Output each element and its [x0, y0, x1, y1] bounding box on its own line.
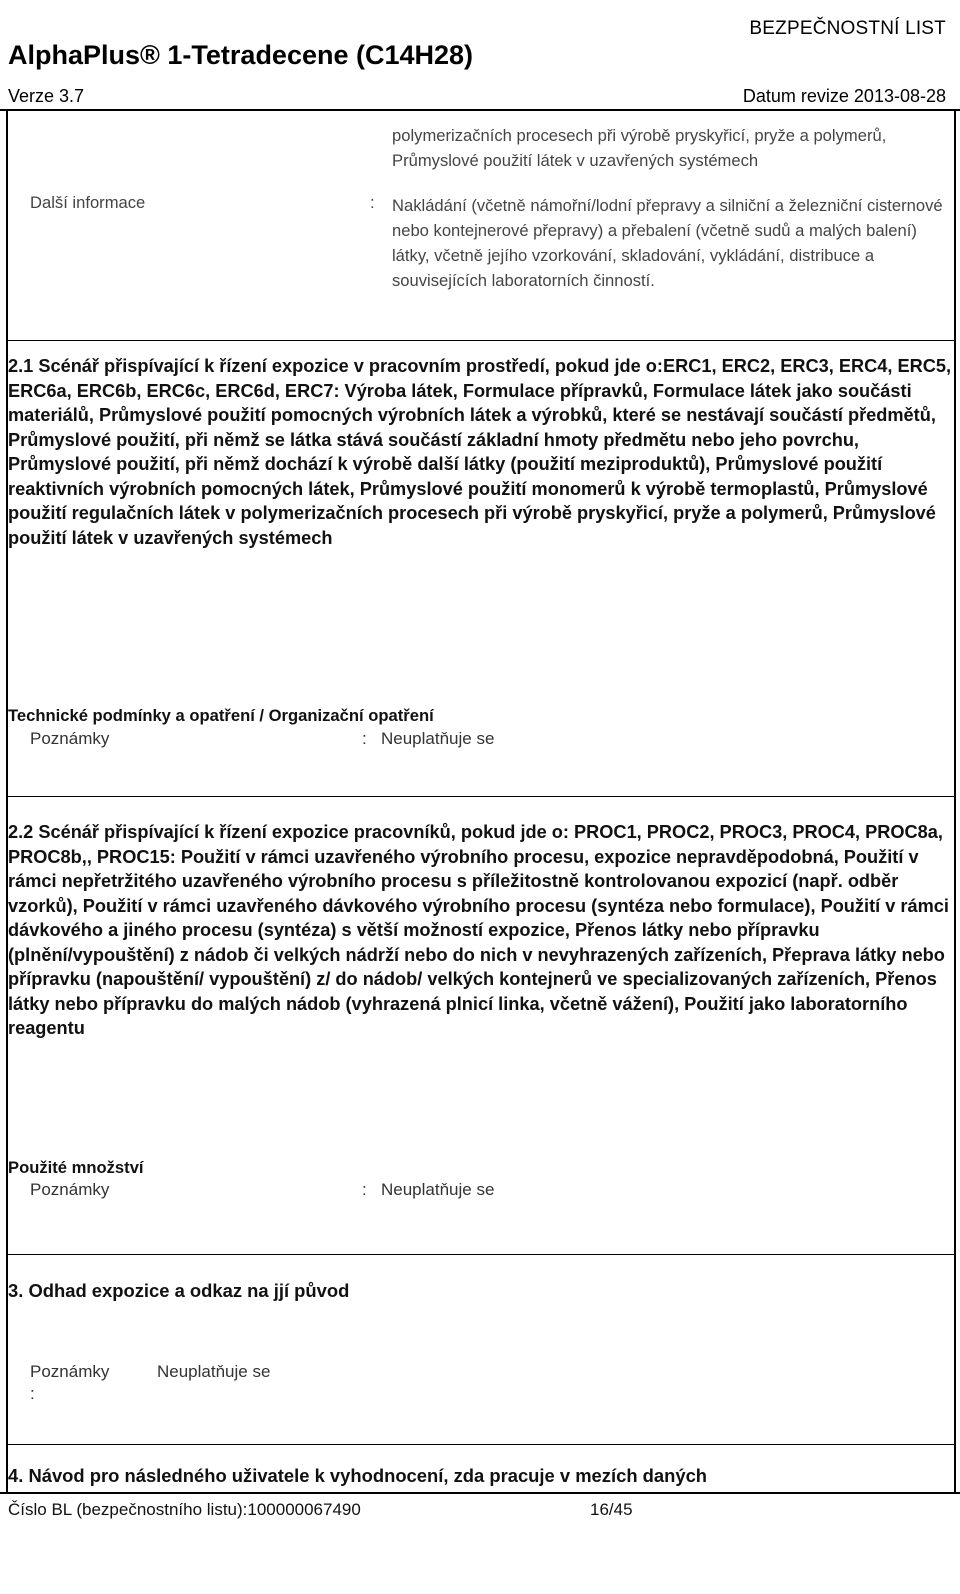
further-info-colon: : — [370, 193, 375, 212]
section-2-2-notes-colon: : — [362, 1180, 367, 1199]
sds-number: Číslo BL (bezpečnostního listu):100000067490 — [8, 1500, 361, 1519]
section-4-heading: 4. Návod pro následného uživatele k vyhodnocení, zda pracuje v mezích daných — [8, 1465, 708, 1486]
section-3-notes-value: Neuplatňuje se — [157, 1362, 271, 1381]
footer-divider — [0, 1492, 960, 1494]
section-2-2-notes-label: Poznámky — [30, 1180, 110, 1199]
page-number: 16/45 — [590, 1500, 633, 1519]
further-info-value: Nakládání (včetně námořní/lodní přepravy a silniční a železniční cisternové nebo kontejnerové přepravy) a přebalení (včetně sudů a malých balení) látky, včetně jejího vzorkování, skladování, vykládání, distribuce a souvisejících laboratorních činností. — [392, 196, 943, 290]
section-2-1-notes-label: Poznámky — [30, 729, 110, 748]
section-2-1-heading: 2.1 Scénář přispívající k řízení expozice v pracovním prostředí, pokud jde o:ERC1, ERC2, ERC3, ERC4, ERC5, ERC6a, ERC6b, ERC6c, ERC6d, ERC7: Výroba látek, Formulace přípravků, Formulace látek jako součásti materiálů, Průmyslové použití pomocných výrobních látek a výrobků, které se nestávají součástí předmětů, Průmyslové použití, při němž se látka stává součástí základní hmoty předmětu nebo jeho povrchu, Průmyslové použití, při němž dochází k výrobě další látky (použití meziproduktů), Průmyslové použití reaktivních výrobních pomocných látek, Průmyslové použití monomerů k výrobě termoplastů, Průmyslové použití regulačních látek v polymerizačních procesech při výrobě pryskyřicí, pryže a polymerů, Průmyslové použití látek v uzavřených systémech — [8, 356, 952, 548]
section-3-notes-label: Poznámky — [30, 1362, 110, 1381]
use-continuation-text: polymerizačních procesech při výrobě pryskyřicí, pryže a polymerů, Průmyslové použití látek v uzavřených systémech — [392, 126, 887, 170]
section-2-2-heading: 2.2 Scénář přispívající k řízení expozice pracovníků, pokud jde o: PROC1, PROC2, PROC3, PROC4, PROC8a, PROC8b,, PROC15: Použití v rámci uzavřeného výrobního procesu, expozice nepravděpodobná, Použití v rámci nepřetržitého uzavřeného výrobního procesu s příležitostně kontrolovanou expozicí (např. odběr vzorků), Použití v rámci uzavřeného dávkového výrobního procesu (syntéza nebo formulace), Použití v rámci dávkového a jiného procesu (syntéza) s větší možností expozice, Přenos látky nebo přípravku (plnění/vypouštění) z nádob či velkých nádrží nebo do nich v nevyhrazených zařízeních, Přeprava látky nebo přípravku (napouštění/ vypouštění) z/ do nádob/ velkých kontejnerů ve specializovaných zařízeních, Přenos látky nebo přípravku do malých nádob (vyhrazená plnicí linka, včetně vážení), Použití jako laboratorního reagentu — [8, 822, 949, 1038]
further-info-label: Další informace — [30, 193, 146, 212]
section-2-1-notes-colon: : — [362, 729, 367, 748]
section-2-1-notes-value: Neuplatňuje se — [381, 729, 495, 748]
product-title: AlphaPlus® 1-Tetradecene (C14H28) — [8, 40, 474, 70]
section-3-notes-colon: : — [30, 1384, 35, 1403]
revision-date: Datum revize 2013-08-28 — [742, 86, 946, 106]
section-2-1-subheading: Technické podmínky a opatření / Organizační opatření — [8, 706, 434, 725]
section-3-heading: 3. Odhad expozice a odkaz na jjí původ — [8, 1280, 350, 1301]
document-type: BEZPEČNOSTNÍ LIST — [749, 18, 946, 39]
section-2-2-subheading: Použité množství — [8, 1158, 144, 1177]
section-2-2-notes-value: Neuplatňuje se — [381, 1180, 495, 1199]
version-label: Verze 3.7 — [8, 86, 85, 106]
